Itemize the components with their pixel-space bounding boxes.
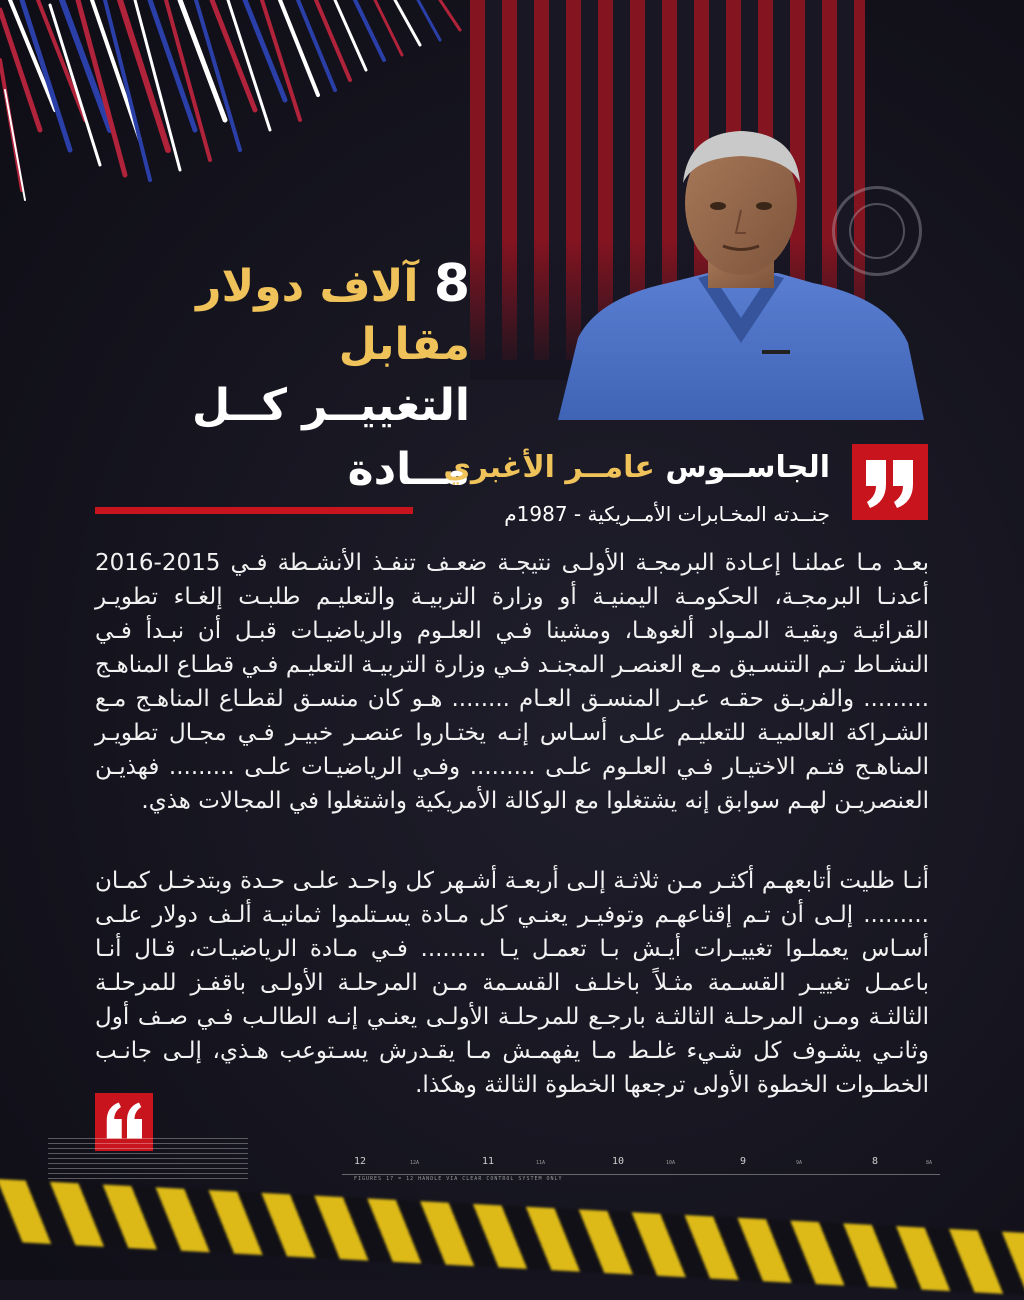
- speaker-recruitment: جنــدته المخـابرات الأمــريكية - 1987م: [504, 502, 830, 526]
- quote-open-icon: [860, 454, 920, 510]
- headline-line-2: التغييــر كــل مــادة: [191, 380, 470, 495]
- red-divider: [95, 507, 413, 514]
- quote-open-box: [852, 444, 928, 520]
- ruler-sub: 8A: [926, 1160, 933, 1166]
- ruler-sub: 11A: [536, 1160, 546, 1166]
- ruler-line: [342, 1174, 940, 1175]
- body-paragraph-2: أنـا ظليت أتابعهـم أكثـر مـن ثلاثـة إلـى أربعـة أشـهر كل واحـد علـى حـدة وبتدخـل كمـان ......... إلـى أن تـم إقناعهـم وتوفيـر يعنـي كل مـادة يسـتلموا ثمانيـة ألـف دولار علـى أسـاس يعملـوا تغييـرات أيـش بـا تعمـل يـا ......... فـي مـادة الرياضيـات، قـال أنـا باعمـل تغييـر القسـمة مثـلاً باخلـف القسـمة مـن المرحلـة الأولـى باقفـز للمرحلـة الثالثـة ومـن المرحلـة الثالثـة بارجـع للمرحلـة الأولـى يعنـي إنـه الطالـب فـي صـف أول وثانـي يشـوف كل شـيء غلـط مـا يفهمـش مـا يقـدرش يسـتوعب هـذي، إلـى جانـب الخطـوات الخطوة الأولى ترجعها الخطوة الثالثة وهكذا.: [95, 868, 929, 1098]
- ruler-sub: 10A: [666, 1160, 676, 1166]
- film-ruler: [342, 1152, 940, 1188]
- speaker-name: عامــر الأغبري: [443, 450, 655, 485]
- barcode-lines: [48, 1138, 248, 1180]
- brush-strokes: [0, 0, 520, 220]
- ruler-number: 10: [612, 1156, 625, 1167]
- speaker-name-line: [300, 448, 830, 488]
- speaker-title: الجاســوس: [665, 450, 830, 485]
- body-paragraph-1: بعـد مـا عملنـا إعـادة البرمجـة الأولـى نتيجـة ضعـف تنفـذ الأنشـطة فـي 2015-2016 أعدنـا البرمجـة، الحكومـة اليمنيـة أو وزارة التربيـة والتعليـم طلبـت إلغـاء تطويـر القرائيـة وبقيـة المـواد ألغوهـا، ومشينا فـي العلـوم والرياضيـات قبـل أن نبـدأ فـي النشـاط تـم التنسـيق مـع العنصـر المجنـد فـي وزارة التربيـة التعليـم فـي قطـاع المناهـج ......... والفريـق حقـه عبـر المنسـق العـام ........ هـو كان منسـق لقطـاع المناهـج مـع الشـراكة العالميـة للتعليـم علـى أسـاس إنـه يختـاروا عنصـر خبيـر فـي مجـال تطويـر المناهـج فتـم الاختيـار فـي العلـوم علـى ......... وفـي الرياضيـات علـى ......... فهذيـن العنصريـن لهـم سوابق إنه يشتغلوا مع الوكالة الأمريكية واشتغلوا في المجالات هذي.: [95, 550, 929, 814]
- headline-line-1: [60, 255, 470, 374]
- ruler-sub: 9A: [796, 1160, 803, 1166]
- ruler-number: 9: [740, 1156, 747, 1167]
- ruler-number: 12: [354, 1156, 367, 1167]
- headline-line-1-text: آلاف دولار مقابل: [196, 261, 470, 370]
- headline-number: 8: [433, 254, 470, 314]
- quote-close-icon: [101, 1101, 147, 1143]
- ruler-number: 8: [872, 1156, 879, 1167]
- man-portrait: [558, 128, 924, 420]
- ruler-caption: FIGURES 17 = 12 HANDLE VIA CLEAR CONTROL SYSTEM ONLY: [354, 1176, 563, 1182]
- ruler-sub: 12A: [410, 1160, 420, 1166]
- ruler-number: 11: [482, 1156, 495, 1167]
